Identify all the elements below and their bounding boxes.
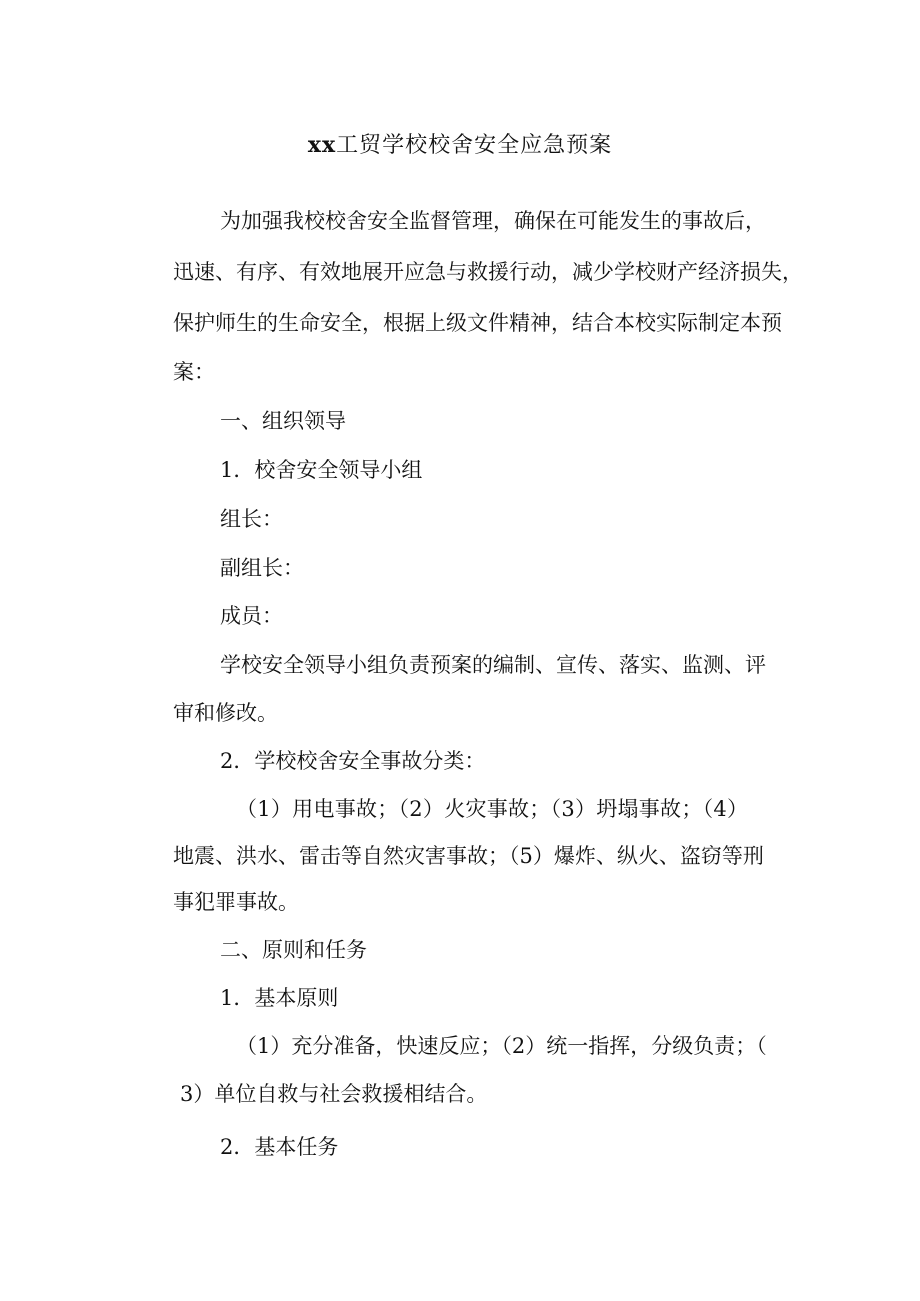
section-2-heading: 二、原则和任务 [220, 938, 367, 962]
intro-line-1: 为加强我校校舍安全监督管理，确保在可能发生的事故后， [220, 209, 766, 233]
principles-line-1: （1）充分准备，快速反应；（2）统一指挥，分级负责；（ [236, 1034, 767, 1058]
item-2-1-heading: 1．基本原则 [220, 986, 339, 1010]
members-label: 成员： [220, 604, 283, 628]
item-1-1-heading: 1．校舍安全领导小组 [220, 458, 423, 482]
principles-line-2: 3）单位自救与社会救援相结合。 [180, 1082, 488, 1106]
categories-line-3: 事犯罪事故。 [173, 890, 299, 914]
duty-line-2: 审和修改。 [173, 701, 278, 725]
categories-line-1: （1）用电事故；（2）火灾事故；（3）坍塌事故；（4） [236, 797, 748, 821]
duty-line-1: 学校安全领导小组负责预案的编制、宣传、落实、监测、评 [220, 653, 766, 677]
section-1-heading: 一、组织领导 [220, 409, 346, 433]
item-1-2-heading: 2．学校校舍安全事故分类： [220, 749, 486, 773]
item-2-2-heading: 2．基本任务 [220, 1135, 339, 1159]
deputy-leader-label: 副组长： [220, 556, 304, 580]
categories-line-2: 地震、洪水、雷击等自然灾害事故；（5）爆炸、纵火、盗窃等刑 [173, 844, 764, 868]
title-prefix: xx [307, 132, 337, 158]
intro-line-2: 迅速、有序、有效地展开应急与救援行动，减少学校财产经济损失， [173, 260, 803, 284]
title-text: 工贸学校校舍安全应急预案 [336, 133, 613, 158]
document-title [0, 128, 920, 159]
intro-line-3: 保护师生的生命安全，根据上级文件精神，结合本校实际制定本预 [173, 311, 782, 335]
intro-line-4: 案： [173, 360, 215, 384]
leader-label: 组长： [220, 507, 283, 531]
